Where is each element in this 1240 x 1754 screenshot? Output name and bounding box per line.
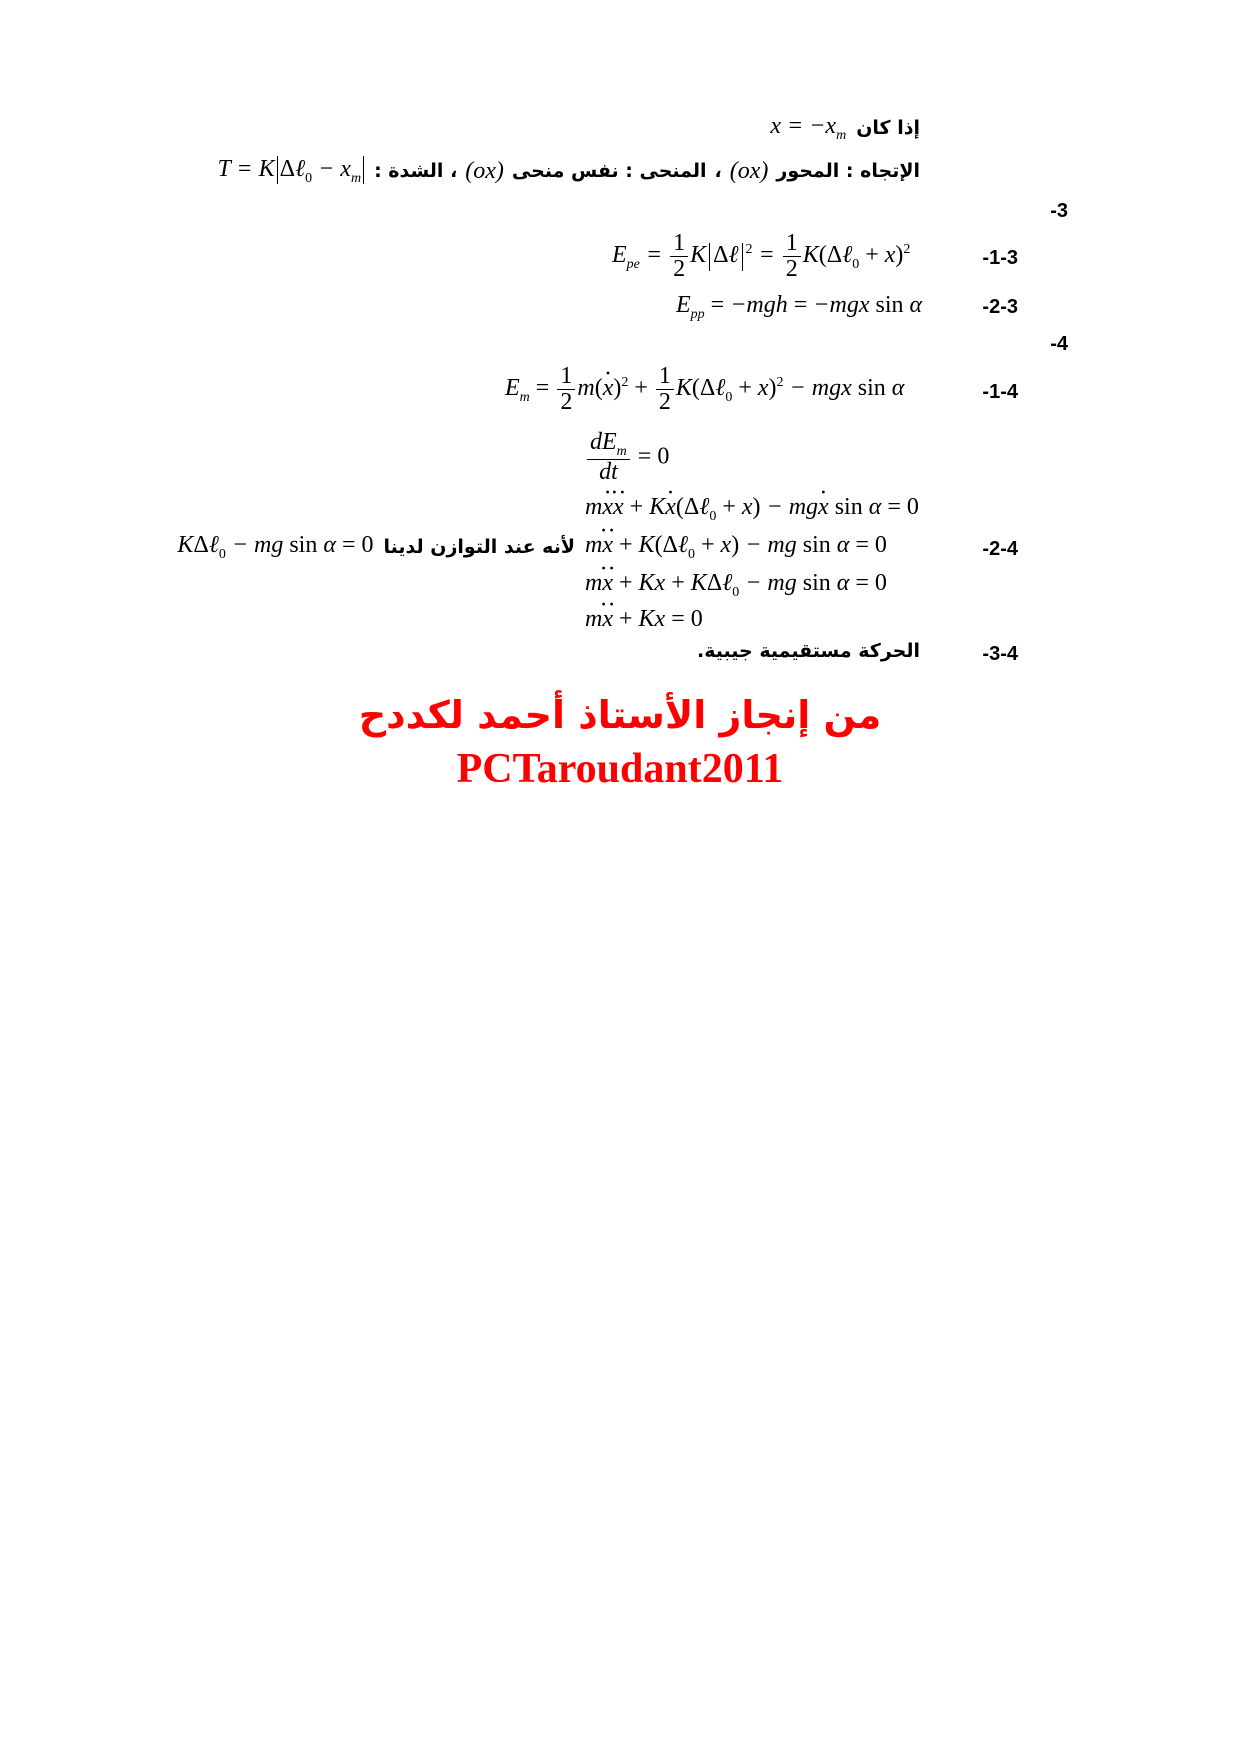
section-4-label: -4 [1050,333,1068,355]
author-credit: من إنجاز الأستاذ أحمد لكددح [358,693,882,737]
section-4-3-label: -3-4 [982,643,1018,665]
energy-derivative-eq: $\frac{dE_m}{dt}$ = 0 [585,430,669,486]
curve-label: المنحى : نفس منحى [511,160,707,183]
differential-eq: mx ·· + Kx = 0 [585,606,703,633]
line-tension-properties [218,156,920,187]
intensity-label: ، الشدة : [374,160,458,183]
line-if-x-equals [770,113,920,144]
motion-eq-2: mx ·· + Kx + KΔℓ$_0$ − mg sin α = 0 [585,570,887,601]
motion-type-text: الحركة مستقيمية جيبية. [697,640,920,662]
direction-label: الإتجاه : المحور [776,160,920,183]
x-equals-minus-xm: $x = -x_m$ [770,113,847,143]
separator: ، [714,160,722,183]
section-4-1-label: -1-4 [982,381,1018,403]
mechanical-energy-eq: $E_m$ = $\frac{1}{2}$ $m(x \cdot)^2$ + $\frac{1}{2}$ K(Δℓ$_0$ + x)$^2$ − mgx sin α [505,364,904,415]
tension-formula: T = K Δℓ$_0$ − $x_m$ [218,156,367,187]
ox-axis-1: (ox) [729,157,769,184]
section-3-2-label: -2-3 [982,296,1018,318]
if-label: إذا كان [856,117,920,140]
brand-label: PCTaroudant2011 [456,746,784,792]
elastic-potential-energy-eq: $E_{pe}$ = $\frac{1}{2}$ K Δℓ $^2$ = $\frac{1}{2}$ K(Δℓ$_0$ + x)$^2$ [612,230,911,283]
section-3-1-label: -1-3 [982,247,1018,269]
derivative-expanded-eq: mx ·x ·· + Kx ·(Δℓ$_0$ + x) − mgx · sin α = 0 [585,494,919,525]
equilibrium-condition: KΔℓ$_0$ − mg sin α = 0 [177,532,374,562]
section-3-label: -3 [1050,200,1068,222]
section-4-2-label: -2-4 [982,538,1018,560]
equilibrium-text: لأنه عند التوازن لدينا [383,536,575,559]
gravitational-potential-energy-eq: $E_{pp} = -mgh = -mgx$ sin α [676,292,923,322]
motion-eq-1: mx ·· + K(Δℓ$_0$ + x) − mg sin α = 0 [585,532,887,563]
ox-axis-2: (ox) [465,157,504,184]
equilibrium-note [177,532,575,563]
